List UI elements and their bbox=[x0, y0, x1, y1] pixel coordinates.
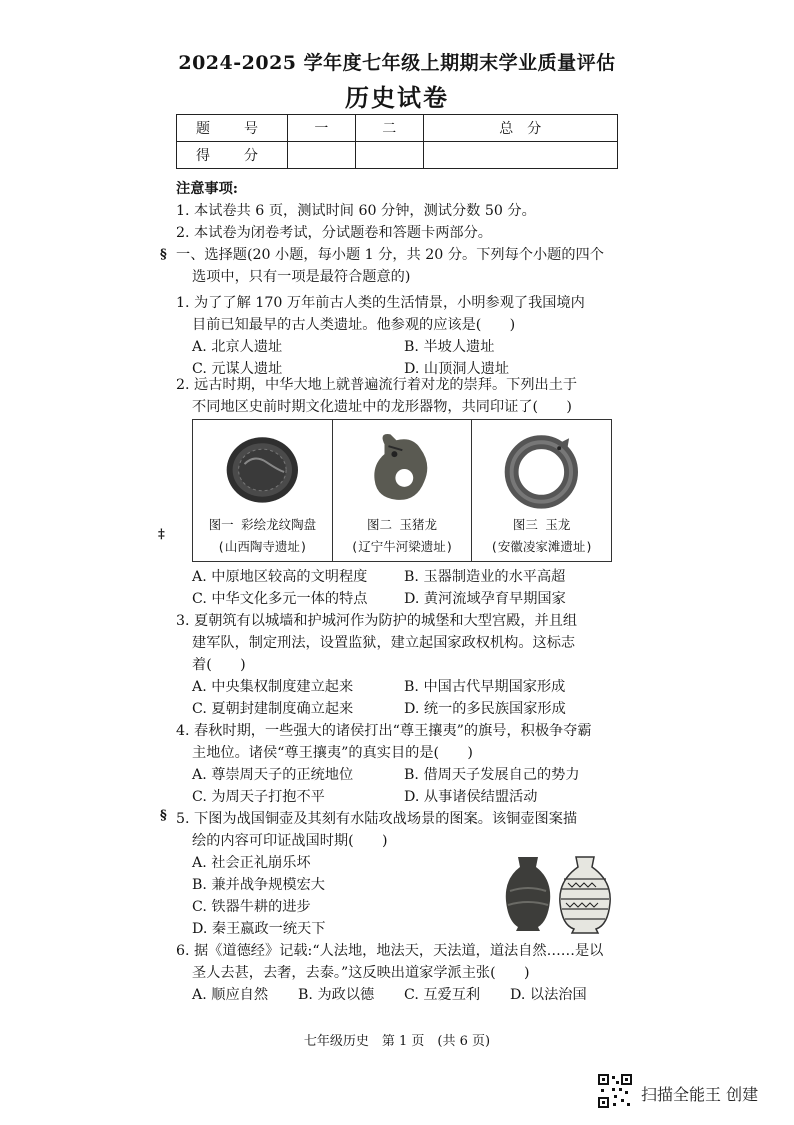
q5-option-d: D. 秦王嬴政一统天下 bbox=[192, 921, 326, 937]
q3-option-d: D. 统一的多民族国家形成 bbox=[404, 701, 566, 717]
score-cell: 得 分 bbox=[177, 142, 288, 169]
bronze-pot-pattern-image bbox=[556, 855, 614, 935]
q5-option-c: C. 铁器牛耕的进步 bbox=[192, 899, 311, 915]
q2-option-b: B. 玉器制造业的水平高超 bbox=[404, 569, 566, 585]
score-cell: 一 bbox=[288, 115, 356, 142]
score-cell bbox=[288, 142, 356, 169]
scanner-watermark: 扫描全能王 创建 bbox=[641, 1085, 759, 1104]
margin-mark-icon: § bbox=[160, 247, 167, 262]
jade-dragon-image bbox=[472, 424, 611, 512]
q2-option-d: D. 黄河流域孕育早期国家 bbox=[404, 591, 566, 607]
q1-option-d: D. 山顶洞人遗址 bbox=[404, 361, 510, 377]
note-item: 1. 本试卷共 6 页，测试时间 60 分钟，测试分数 50 分。 bbox=[176, 203, 536, 219]
q6-option-b: B. 为政以德 bbox=[298, 987, 375, 1003]
question-5-stem-cont: 绘的内容可印证战国时期( ) bbox=[192, 833, 388, 849]
question-2-stem-cont: 不同地区史前时期文化遗址中的龙形器物，共同印证了( ) bbox=[192, 399, 572, 415]
question-1-stem: 1. 为了了解 170 万年前古人类的生活情景，小明参观了我国境内 bbox=[176, 295, 585, 311]
score-cell bbox=[423, 142, 617, 169]
q2-option-c: C. 中华文化多元一体的特点 bbox=[192, 591, 368, 607]
q2-option-a: A. 中原地区较高的文明程度 bbox=[192, 569, 368, 585]
q6-option-d: D. 以法治国 bbox=[510, 987, 587, 1003]
q1-option-a: A. 北京人遗址 bbox=[192, 339, 283, 355]
question-6-stem-cont: 圣人去甚，去奢，去泰。”这反映出道家学派主张( ) bbox=[192, 965, 530, 981]
figure-3-cell bbox=[472, 420, 612, 562]
score-cell bbox=[355, 142, 423, 169]
figure-1-site: (山西陶寺遗址) bbox=[217, 539, 308, 554]
q5-option-a: A. 社会正礼崩乐坏 bbox=[192, 855, 311, 871]
figure-2-site: (辽宁牛河梁遗址) bbox=[350, 539, 454, 554]
question-4-stem: 4. 春秋时期，一些强大的诸侯打出“尊王攘夷”的旗号，积极争夺霸 bbox=[176, 723, 592, 739]
painted-dragon-plate-image bbox=[193, 424, 332, 512]
q6-option-a: A. 顺应自然 bbox=[192, 987, 269, 1003]
margin-mark-icon: ‡ bbox=[158, 527, 165, 542]
score-value-row bbox=[177, 142, 618, 169]
question-6-stem: 6. 据《道德经》记载:“人法地，地法天，天法道，道法自然……是以 bbox=[176, 943, 604, 959]
figure-1-cell bbox=[193, 420, 333, 562]
section-heading: 一、选择题(20 小题，每小题 1 分，共 20 分。下列每个小题的四个 bbox=[176, 247, 604, 263]
score-header-row bbox=[177, 115, 618, 142]
q1-option-b: B. 半坡人遗址 bbox=[404, 339, 495, 355]
bronze-pot-image bbox=[502, 855, 554, 933]
q4-option-c: C. 为周天子打抱不平 bbox=[192, 789, 325, 805]
qr-code-icon bbox=[597, 1073, 633, 1109]
question-1-stem-cont: 目前已知最早的古人类遗址。他参观的应该是( ) bbox=[192, 317, 516, 333]
figure-2-caption: 图二 玉猪龙 bbox=[366, 517, 437, 532]
page-footer: 七年级历史 第 1 页 (共 6 页) bbox=[303, 1034, 491, 1049]
question-4-stem-cont: 主地位。诸侯“尊王攘夷”的真实目的是( ) bbox=[192, 745, 473, 761]
q3-option-a: A. 中央集权制度建立起来 bbox=[192, 679, 354, 695]
question-3-stem: 3. 夏朝筑有以城墙和护城河作为防护的城堡和大型宫殿，并且组 bbox=[176, 613, 578, 629]
score-table bbox=[176, 114, 618, 169]
score-cell: 二 bbox=[355, 115, 423, 142]
figure-2-cell bbox=[332, 420, 472, 562]
question-3-stem-cont: 建军队，制定刑法，设置监狱，建立起国家政权机构。这标志 bbox=[192, 635, 576, 651]
figure-1-caption: 图一 彩绘龙纹陶盘 bbox=[208, 517, 317, 532]
jade-pig-dragon-image bbox=[333, 424, 472, 512]
figure-table bbox=[192, 419, 612, 562]
score-cell: 题 号 bbox=[177, 115, 288, 142]
figure-3-caption: 图三 玉龙 bbox=[512, 517, 571, 532]
exam-title: 2024-2025 学年度七年级上期期末学业质量评估 bbox=[178, 52, 616, 74]
section-heading-cont: 选项中，只有一项是最符合题意的) bbox=[192, 269, 411, 285]
margin-mark-icon: § bbox=[160, 808, 167, 823]
q5-option-b: B. 兼并战争规模宏大 bbox=[192, 877, 325, 893]
q4-option-b: B. 借周天子发展自己的势力 bbox=[404, 767, 580, 783]
question-5-stem: 5. 下图为战国铜壶及其刻有水陆攻战场景的图案。该铜壶图案描 bbox=[176, 811, 578, 827]
question-3-stem-cont: 着( ) bbox=[192, 657, 246, 673]
notes-heading: 注意事项: bbox=[176, 181, 238, 197]
q1-option-c: C. 元谋人遗址 bbox=[192, 361, 283, 377]
score-cell: 总 分 bbox=[423, 115, 617, 142]
note-item: 2. 本试卷为闭卷考试，分试题卷和答题卡两部分。 bbox=[176, 225, 492, 241]
q3-option-c: C. 夏朝封建制度确立起来 bbox=[192, 701, 354, 717]
q6-option-c: C. 互爱互利 bbox=[404, 987, 481, 1003]
exam-subject: 历史试卷 bbox=[345, 83, 449, 112]
q3-option-b: B. 中国古代早期国家形成 bbox=[404, 679, 566, 695]
figure-3-site: (安徽凌家滩遗址) bbox=[490, 539, 593, 554]
question-2-stem: 2. 远古时期，中华大地上就普遍流行着对龙的崇拜。下列出土于 bbox=[176, 377, 578, 393]
q4-option-d: D. 从事诸侯结盟活动 bbox=[404, 789, 538, 805]
q4-option-a: A. 尊崇周天子的正统地位 bbox=[192, 767, 354, 783]
